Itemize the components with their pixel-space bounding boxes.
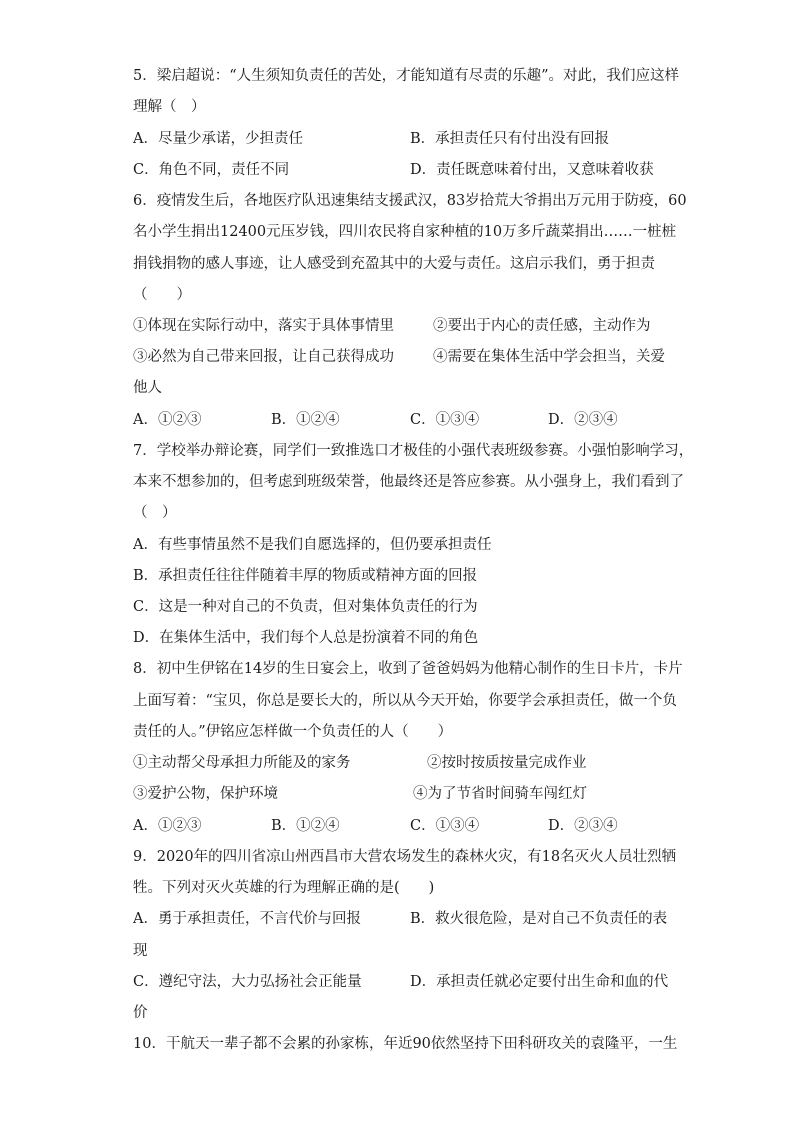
question-9-option-b: B．救火很危险，是对自己不负责任的表 <box>410 911 668 927</box>
question-9-option-d-continued: 价 <box>133 1005 148 1021</box>
question-8-item-4: ④为了节省时间骑车闯红灯 <box>413 786 587 802</box>
question-7-stem-line-2: 本来不想参加的，但考虑到班级荣誉，他最终还是答应参赛。从小强身上，我们看到了 <box>133 474 684 490</box>
question-9-option-b-continued: 现 <box>133 943 148 959</box>
question-6-stem-line-3: 捐钱捐物的感人事迹，让人感受到充盈其中的大爱与责任。这启示我们，勇于担责 <box>133 256 655 272</box>
question-9-stem-line-2: 牲。下列对灭火英雄的行为理解正确的是( ) <box>133 880 435 896</box>
question-5-option-b: B．承担责任只有付出没有回报 <box>410 131 610 147</box>
question-8-item-3: ③爱护公物，保护环境 <box>133 786 278 802</box>
question-8-stem-line-1: 8．初中生伊铭在14岁的生日宴会上，收到了爸爸妈妈为他精心制作的生日卡片，卡片 <box>133 661 683 677</box>
question-7-stem-line-1: 7．学校举办辩论赛，同学们一致推选口才极佳的小强代表班级参赛。小强怕影响学习， <box>133 443 694 459</box>
question-7-option-d: D．在集体生活中，我们每个人总是扮演着不同的角色 <box>133 630 479 646</box>
question-5-stem-line-1: 5．梁启超说：“人生须知负责任的苦处，才能知道有尽责的乐趣”。对此，我们应这样 <box>133 68 680 84</box>
question-6-option-a: A．①②③ <box>133 412 202 428</box>
question-6-item-1: ①体现在实际行动中，落实于具体事情里 <box>133 318 394 334</box>
question-9-option-d: D．承担责任就必定要付出生命和血的代 <box>410 974 669 990</box>
question-5-option-c: C．角色不同，责任不同 <box>133 162 290 178</box>
question-6-option-c: C．①③④ <box>410 412 480 428</box>
question-5-option-d: D．责任既意味着付出，又意味着收获 <box>410 162 654 178</box>
question-6-option-b: B．①②④ <box>271 412 340 428</box>
question-8-item-1: ①主动帮父母承担力所能及的家务 <box>133 755 351 771</box>
question-8-stem-line-2: 上面写着：“宝贝，你总是要长大的，所以从今天开始，你要学会承担责任，做一个负 <box>133 693 677 709</box>
question-6-stem-line-1: 6．疫情发生后，各地医疗队迅速集结支援武汉，83岁拾荒大爷捐出万元用于防疫，60 <box>133 193 687 209</box>
question-6-option-d: D．②③④ <box>548 412 618 428</box>
question-8-stem-line-3: 责任的人。”伊铭应怎样做一个负责任的人（ ） <box>133 724 453 740</box>
question-6-item-4-continued: 他人 <box>133 380 162 396</box>
question-8-option-b: B．①②④ <box>271 818 340 834</box>
question-8-item-2: ②按时按质按量完成作业 <box>427 755 587 771</box>
question-8-option-d: D．②③④ <box>548 818 618 834</box>
question-7-option-b: B．承担责任往往伴随着丰厚的物质或精神方面的回报 <box>133 568 478 584</box>
question-10-stem-line-1: 10．干航天一辈子都不会累的孙家栋，年近90依然坚持下田科研攻关的袁隆平，一生 <box>133 1036 678 1052</box>
question-6-item-4: ④需要在集体生活中学会担当，关爱 <box>433 349 665 365</box>
question-7-option-a: A．有些事情虽然不是我们自愿选择的，但仍要承担责任 <box>133 537 492 553</box>
question-8-option-c: C．①③④ <box>410 818 480 834</box>
question-7-stem-line-3: （ ） <box>133 505 177 521</box>
question-8-option-a: A．①②③ <box>133 818 202 834</box>
question-9-option-a: A．勇于承担责任，不言代价与回报 <box>133 911 361 927</box>
question-9-stem-line-1: 9．2020年的四川省凉山州西昌市大营农场发生的森林火灾，有18名灭火人员壮烈牺 <box>133 849 677 865</box>
question-7-option-c: C．这是一种对自己的不负责，但对集体负责任的行为 <box>133 599 478 615</box>
question-6-stem-line-4: （ ） <box>133 287 191 303</box>
question-6-item-3: ③必然为自己带来回报，让自己获得成功 <box>133 349 394 365</box>
question-9-option-c: C．遵纪守法，大力弘扬社会正能量 <box>133 974 362 990</box>
question-6-item-2: ②要出于内心的责任感，主动作为 <box>433 318 651 334</box>
question-5-option-a: A．尽量少承诺，少担责任 <box>133 131 303 147</box>
question-6-stem-line-2: 名小学生捐出12400元压岁钱，四川农民将自家种植的10万多斤蔬菜捐出……一桩桩 <box>133 224 677 240</box>
question-5-stem-line-2: 理解（ ） <box>133 99 206 115</box>
